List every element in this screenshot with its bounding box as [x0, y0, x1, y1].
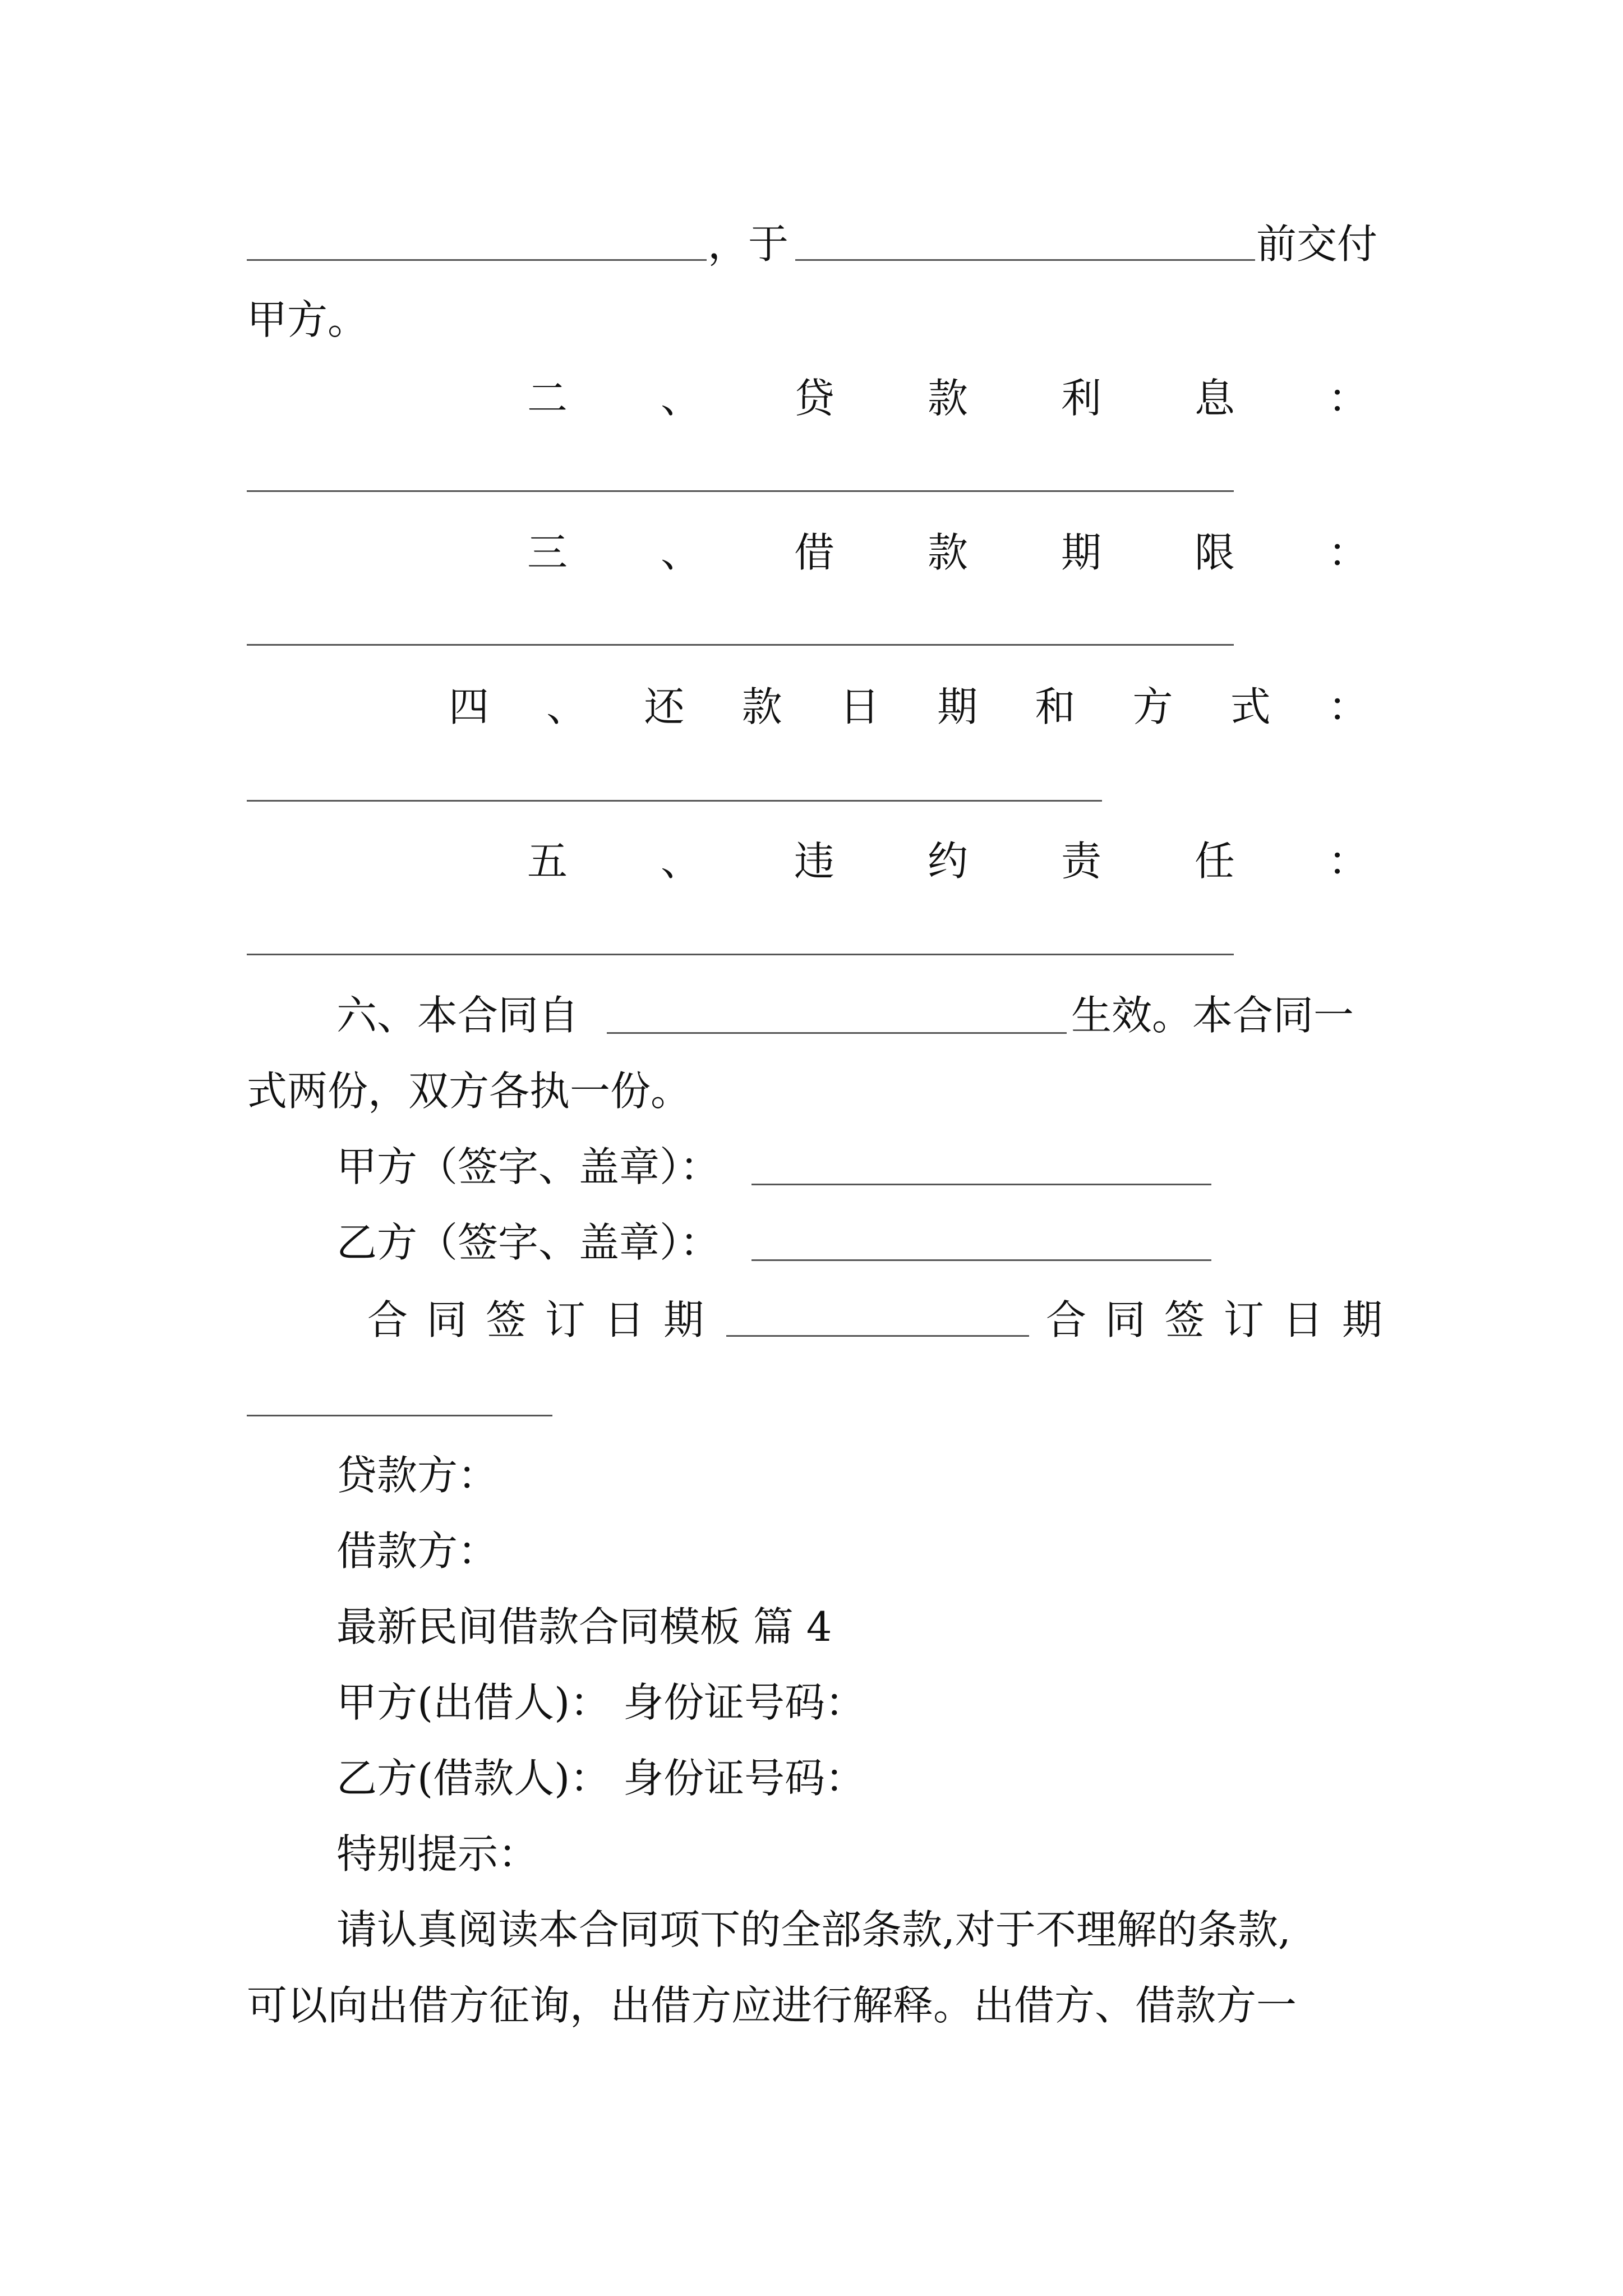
blank-line — [247, 1415, 552, 1416]
sign-party-a: 甲方（签字、盖章）： — [336, 1143, 721, 1190]
blank-line — [247, 800, 1102, 802]
clause-5-heading: 五 、 违 约 责 任 ： — [527, 838, 1368, 885]
blank-line — [795, 259, 1255, 261]
blank-line — [247, 644, 1234, 646]
party-a-id: 甲方(出借人)： 身份证号码： — [336, 1679, 866, 1726]
blank-line — [607, 1032, 1067, 1034]
sign-party-b: 乙方（签字、盖章）： — [336, 1219, 721, 1266]
blank-line — [751, 1259, 1211, 1261]
text-yu: ，于 — [708, 220, 789, 268]
clause-2-heading: 二 、 贷 款 利 息 ： — [527, 375, 1368, 422]
blank-line — [247, 259, 707, 261]
sign-date-left: 合 同 签 订 日 期 — [367, 1296, 704, 1343]
clause-4-heading: 四 、 还 款 日 期 和 方 式 ： — [449, 683, 1368, 730]
blank-line — [247, 954, 1234, 955]
clause-6-suffix: 生效。本合同一 — [1071, 992, 1354, 1039]
notice-label: 特别提示： — [336, 1830, 539, 1878]
lender-label: 贷款方： — [336, 1452, 499, 1499]
clause-6-prefix: 六、本合同自 — [336, 992, 579, 1039]
clause-6-line2: 式两份，双方各执一份。 — [247, 1068, 691, 1115]
clause-3-heading: 三 、 借 款 期 限 ： — [527, 529, 1368, 576]
notice-text-line2: 可以向出借方征询，出借方应进行解释。出借方、借款方一 — [247, 1982, 1297, 2029]
blank-line — [751, 1184, 1211, 1185]
borrower-label: 借款方： — [336, 1527, 499, 1575]
sign-date-right: 合 同 签 订 日 期 — [1046, 1296, 1382, 1343]
text-jiafang: 甲方。 — [247, 296, 368, 343]
blank-line — [247, 490, 1234, 492]
blank-line — [726, 1335, 1029, 1337]
section-title: 最新民间借款合同模板 篇 4 — [336, 1603, 832, 1650]
notice-text-line1: 请认真阅读本合同项下的全部条款,对于不理解的条款, — [336, 1906, 1291, 1953]
text-qian-jiaofu: 前交付 — [1256, 220, 1378, 268]
party-b-id: 乙方(借款人)： 身份证号码： — [336, 1755, 866, 1802]
